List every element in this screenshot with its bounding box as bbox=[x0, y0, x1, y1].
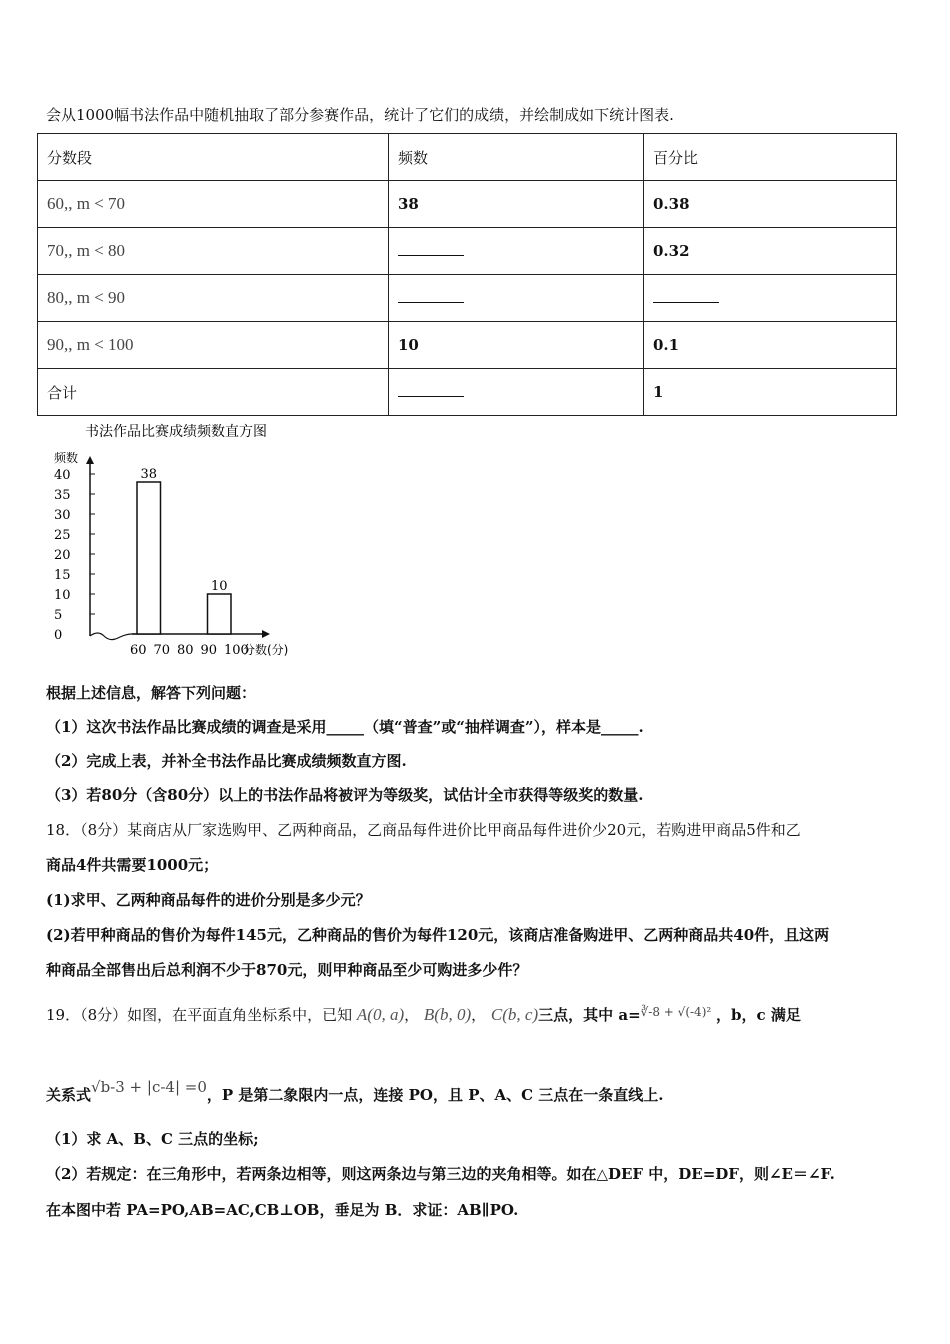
q17-part3: （3）若80分（含80分）以上的书法作品将被评为等级奖，试估计全市获得等级奖的数量. bbox=[46, 786, 644, 804]
cell-freq: 38 bbox=[389, 181, 644, 228]
chart-title: 书法作品比赛成绩频数直方图 bbox=[85, 424, 267, 440]
y-axis-arrow bbox=[86, 456, 94, 464]
x-tick-label: 100 bbox=[224, 643, 249, 658]
histogram-bar bbox=[208, 594, 232, 634]
q19-text-e: ，P 是第二象限内一点，连接 PO，且 P、A、C 三点在一条直线上. bbox=[206, 1086, 664, 1104]
cell-pct: 1 bbox=[644, 369, 897, 416]
y-tick-label: 0 bbox=[54, 628, 63, 643]
cell-range: 70,, m < 80 bbox=[38, 228, 389, 275]
point-a: A(0, a) bbox=[356, 1005, 405, 1024]
y-tick-label: 5 bbox=[54, 608, 63, 623]
point-b: B(b, 0) bbox=[423, 1005, 472, 1024]
header-freq: 频数 bbox=[389, 134, 644, 181]
cell-range: 合计 bbox=[38, 369, 389, 416]
q18-line1: 18．（8分）某商店从厂家选购甲、乙两种商品，乙商品每件进价比甲商品每件进价少20元，若购进甲商品5件和乙 bbox=[46, 821, 801, 839]
table-row bbox=[38, 275, 897, 322]
histogram-bar bbox=[137, 482, 161, 634]
cell-freq bbox=[389, 369, 644, 416]
bar-value-label: 10 bbox=[210, 579, 228, 594]
header-pct: 百分比 bbox=[644, 134, 897, 181]
q19-line1: 19．（8分）如图，在平面直角坐标系中，已知 A(0, a)， B(b, 0)， C(b, c)三点，其中 a=$^{∛-8 + √(-4)^2}$ ，b，c 满足 bbox=[46, 1005, 801, 1024]
cell-freq: 10 bbox=[389, 322, 644, 369]
cell-pct: 0.32 bbox=[644, 228, 897, 275]
q18-line3: (1)求甲、乙两种商品每件的进价分别是多少元？ bbox=[46, 891, 371, 909]
y-tick-label: 15 bbox=[54, 568, 71, 583]
cell-pct: 0.38 bbox=[644, 181, 897, 228]
y-tick-label: 40 bbox=[54, 468, 71, 483]
q19-text-b: 三点，其中 a= bbox=[538, 1006, 641, 1024]
answer-blank[interactable] bbox=[398, 243, 464, 256]
x-tick-label: 90 bbox=[200, 643, 218, 658]
cell-freq bbox=[389, 228, 644, 275]
cell-pct: 0.1 bbox=[644, 322, 897, 369]
q19-part2: （2）若规定：在三角形中，若两条边相等，则这两条边与第三边的夹角相等。如在△DEF 中，DE=DF，则∠E＝∠F. bbox=[46, 1165, 835, 1183]
table-row bbox=[38, 369, 897, 416]
table-row bbox=[38, 322, 897, 369]
q19-part1: （1）求 A、B、C 三点的坐标; bbox=[46, 1130, 259, 1148]
header-range: 分数段 bbox=[38, 134, 389, 181]
score-table bbox=[37, 133, 897, 416]
q17-part1: （1）这次书法作品比赛成绩的调查是采用_____（填“普查”或“抽样调查”），样本是_____. bbox=[46, 718, 644, 736]
answer-blank[interactable] bbox=[398, 384, 464, 397]
table-header-row bbox=[38, 134, 897, 181]
x-tick-label: 80 bbox=[177, 643, 194, 658]
cell-range: 80,, m < 90 bbox=[38, 275, 389, 322]
x-tick-label: 70 bbox=[153, 643, 171, 658]
cell-pct bbox=[644, 275, 897, 322]
q18-line2: 商品4件共需要1000元； bbox=[46, 856, 219, 874]
q17-part2: （2）完成上表，并补全书法作品比赛成绩频数直方图. bbox=[46, 752, 407, 770]
y-tick-label: 35 bbox=[54, 488, 71, 503]
table-row bbox=[38, 228, 897, 275]
y-tick-label: 20 bbox=[54, 548, 71, 563]
table-row bbox=[38, 181, 897, 228]
y-tick-label: 25 bbox=[54, 528, 71, 543]
q19-text-c: ，b，c 满足 bbox=[715, 1006, 801, 1024]
axis-break bbox=[90, 633, 137, 640]
y-tick-label: 30 bbox=[54, 508, 71, 523]
expr-a: ∛-8 + √(-4)² bbox=[640, 1005, 712, 1019]
x-axis-arrow bbox=[262, 630, 270, 638]
q18-line4: (2)若甲种商品的售价为每件145元，乙种商品的售价为每件120元，该商店准备购进甲、乙两种商品共40件，且这两 bbox=[46, 926, 830, 944]
intro-text: 会从1000幅书法作品中随机抽取了部分参赛作品，统计了它们的成绩，并绘制成如下统计图表. bbox=[46, 106, 674, 124]
x-axis-label: 分数(分) bbox=[243, 643, 289, 657]
q19-text-d: 关系式 bbox=[46, 1086, 92, 1104]
cell-range: 60,, m < 70 bbox=[38, 181, 389, 228]
answer-blank[interactable] bbox=[398, 290, 464, 303]
q19-text-a: 19．（8分）如图，在平面直角坐标系中，已知 bbox=[46, 1006, 353, 1024]
x-tick-label: 60 bbox=[130, 643, 147, 658]
histogram bbox=[40, 418, 330, 663]
q19-part3: 在本图中若 PA=PO,AB=AC,CB⊥OB，垂足为 B．求证：AB∥PO. bbox=[46, 1201, 519, 1219]
y-axis-label: 频数 bbox=[54, 451, 79, 465]
cell-range: 90,, m < 100 bbox=[38, 322, 389, 369]
q18-line5: 种商品全部售出后总利润不少于870元，则甲种商品至少可购进多少件？ bbox=[46, 961, 528, 979]
expr-bc: √b-3 + |c-4| =0 bbox=[91, 1078, 207, 1096]
bar-value-label: 38 bbox=[140, 467, 158, 482]
q19-line2 bbox=[46, 1078, 664, 1105]
answer-blank[interactable] bbox=[653, 290, 719, 303]
cell-freq bbox=[389, 275, 644, 322]
point-c: C(b, c) bbox=[490, 1005, 539, 1024]
q17-lead: 根据上述信息，解答下列问题： bbox=[46, 684, 257, 702]
y-tick-label: 10 bbox=[54, 588, 71, 603]
